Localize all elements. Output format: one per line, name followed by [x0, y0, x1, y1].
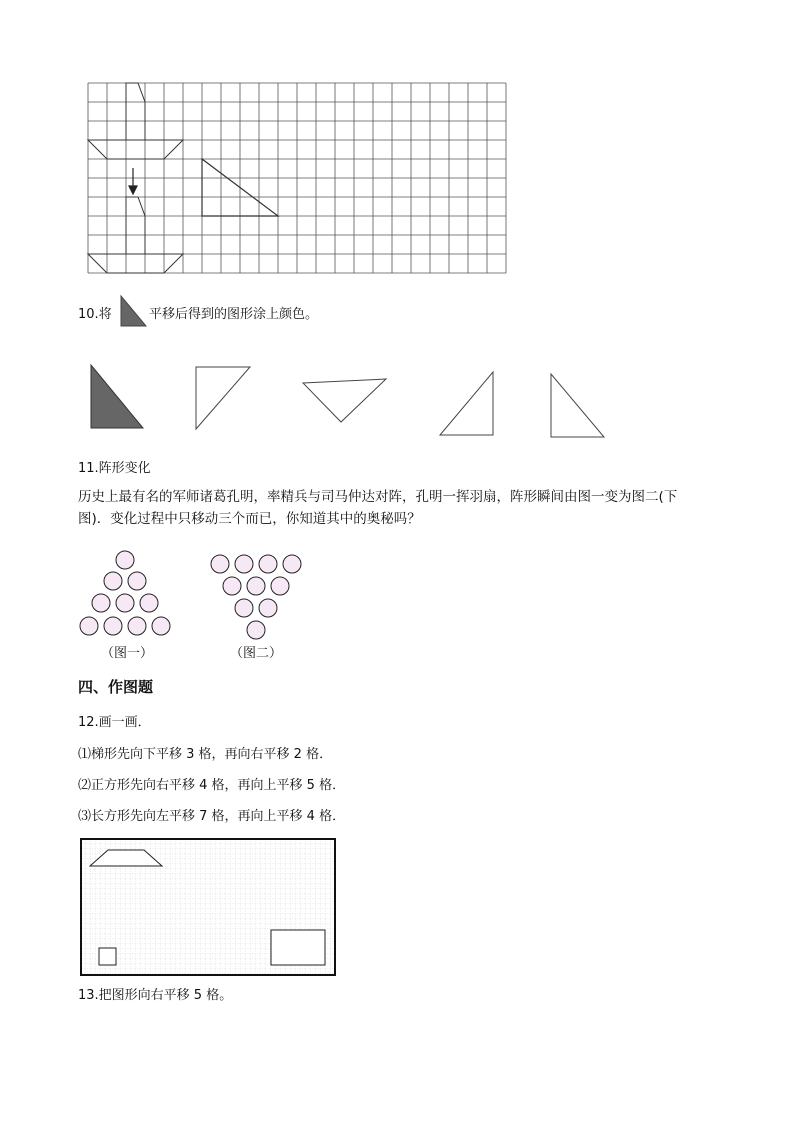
q12-item-2: ⑵正方形先向右平移 4 格，再向上平移 5 格．	[78, 778, 346, 793]
option-triangle-1[interactable]	[196, 367, 250, 429]
fig1-label: （图一）	[101, 646, 154, 661]
square-shape	[99, 948, 116, 965]
q10-number: 10.	[78, 307, 99, 322]
formation-circle	[223, 577, 241, 595]
q12-item-3: ⑶长方形先向左平移 7 格，再向上平移 4 格．	[78, 809, 346, 824]
formation-circle	[235, 555, 253, 573]
q10-text-before: 将	[98, 307, 112, 322]
formation-circle	[259, 599, 277, 617]
q10-text-after: 平移后得到的图形涂上颜色。	[149, 307, 319, 322]
q10-line	[78, 306, 112, 324]
q10-triangle-options	[88, 362, 618, 442]
formation-circle	[152, 617, 170, 635]
q12-title: 12.画一画．	[78, 715, 151, 730]
section-heading: 四、作图题	[78, 678, 154, 696]
formation-circle	[104, 617, 122, 635]
q11-paragraph: 历史上最有名的军师诸葛孔明，率精兵与司马仲达对阵，孔明一挥羽扇，阵形瞬间由图一变为图二(下图)．变化过程中只移动三个而已，你知道其中的奥秘吗？	[78, 489, 678, 527]
formation-circle	[80, 617, 98, 635]
translation-grid-figure	[86, 80, 506, 275]
formation-figure-2	[206, 548, 306, 643]
formation-circle	[259, 555, 277, 573]
formation-circle	[116, 551, 134, 569]
formation-circle	[128, 617, 146, 635]
shaded-triangle	[91, 365, 143, 428]
formation-circle	[104, 572, 122, 590]
fig2-label: （图二）	[230, 646, 283, 661]
formation-circle	[283, 555, 301, 573]
rectangle-shape	[271, 930, 325, 965]
formation-circle	[235, 599, 253, 617]
formation-circle	[116, 594, 134, 612]
down-arrow-icon	[129, 168, 137, 194]
q11-title: 11.阵形变化	[78, 461, 151, 476]
formation-circle	[247, 577, 265, 595]
q10-inline-shaded-triangle	[118, 294, 148, 328]
formation-circle	[92, 594, 110, 612]
drawing-dot-grid	[80, 838, 336, 976]
formation-figure-1	[75, 548, 175, 643]
formation-circle	[271, 577, 289, 595]
formation-circle	[128, 572, 146, 590]
option-triangle-3[interactable]	[440, 372, 493, 435]
option-triangle-2[interactable]	[303, 379, 386, 422]
q13-text: 13.把图形向右平移 5 格。	[78, 988, 233, 1003]
option-triangle-4[interactable]	[551, 374, 604, 437]
formation-circle	[211, 555, 229, 573]
formation-circle	[247, 621, 265, 639]
formation-circle	[140, 594, 158, 612]
q12-item-1: ⑴梯形先向下平移 3 格，再向右平移 2 格．	[78, 747, 333, 762]
